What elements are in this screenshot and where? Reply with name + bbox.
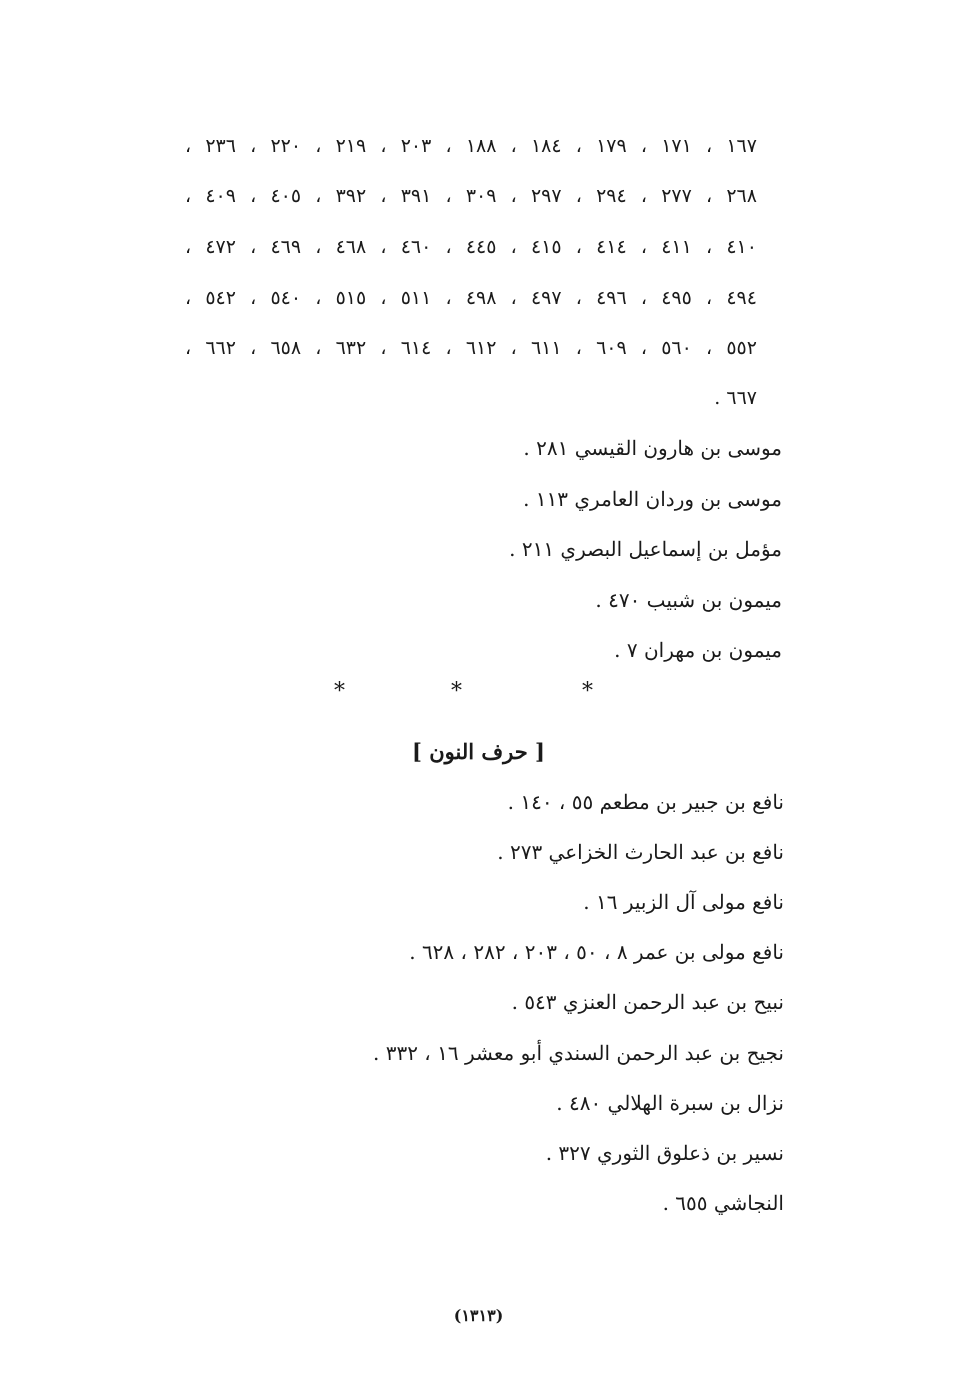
- page-numbers-line: ١٦٧ ، ١٧١ ، ١٧٩ ، ١٨٤ ، ١٨٨ ، ٢٠٣ ، ٢١٩ ، ٢٢٠ ، ٢٣٦ ،: [185, 135, 757, 157]
- separator-star: *: [334, 679, 345, 704]
- separator-star: *: [451, 679, 462, 704]
- index-entry: نافع بن عبد الحارث الخزاعي ٢٧٣ .: [497, 840, 784, 864]
- index-entry: موسى بن هارون القيسي ٢٨١ .: [523, 436, 782, 460]
- page-numbers-line: ٤١٠ ، ٤١١ ، ٤١٤ ، ٤١٥ ، ٤٤٥ ، ٤٦٠ ، ٤٦٨ ، ٤٦٩ ، ٤٧٢ ،: [185, 236, 757, 258]
- index-entry: نافع مولى بن عمر ٨ ، ٥٠ ، ٢٠٣ ، ٢٨٢ ، ٦٢٨ .: [409, 940, 784, 964]
- section-separator: [0, 680, 957, 704]
- index-entry: النجاشي ٦٥٥ .: [662, 1191, 784, 1215]
- page-numbers-line: ٢٦٨ ، ٢٧٧ ، ٢٩٤ ، ٢٩٧ ، ٣٠٩ ، ٣٩١ ، ٣٩٢ ، ٤٠٥ ، ٤٠٩ ،: [185, 185, 757, 207]
- page-numbers-line: ٥٥٢ ، ٥٦٠ ، ٦٠٩ ، ٦١١ ، ٦١٢ ، ٦١٤ ، ٦٣٢ ، ٦٥٨ ، ٦٦٢ ،: [185, 337, 757, 359]
- page-numbers-line: ٤٩٤ ، ٤٩٥ ، ٤٩٦ ، ٤٩٧ ، ٤٩٨ ، ٥١١ ، ٥١٥ ، ٥٤٠ ، ٥٤٢ ،: [185, 287, 757, 309]
- page-number: (١٣١٣): [453, 1306, 504, 1325]
- index-entry: مؤمل بن إسماعيل البصري ٢١١ .: [509, 537, 782, 561]
- index-entry: ميمون بن مهران ٧ .: [614, 638, 782, 662]
- index-entry: نسير بن ذعلوق الثوري ٣٢٧ .: [545, 1141, 784, 1165]
- index-entry: موسى بن وردان العامري ١١٣ .: [523, 487, 782, 511]
- index-entry: ميمون بن شبيب ٤٧٠ .: [595, 588, 782, 612]
- index-entry: نافع مولى آل الزبير ١٦ .: [583, 890, 784, 914]
- index-entry: نزال بن سبرة الهلالي ٤٨٠ .: [556, 1091, 784, 1115]
- index-entry: نبيح بن عبد الرحمن العنزي ٥٤٣ .: [511, 990, 784, 1014]
- page-numbers-line: ٦٦٧ .: [714, 387, 757, 409]
- section-heading: [0, 737, 957, 767]
- separator-star: *: [582, 679, 593, 704]
- section-heading-text: [ حرف النون ]: [412, 739, 545, 764]
- index-entry: نافع بن جبير بن مطعم ٥٥ ، ١٤٠ .: [507, 790, 784, 814]
- index-entry: نجيح بن عبد الرحمن السندي أبو معشر ١٦ ، ٣٣٢ .: [373, 1041, 784, 1065]
